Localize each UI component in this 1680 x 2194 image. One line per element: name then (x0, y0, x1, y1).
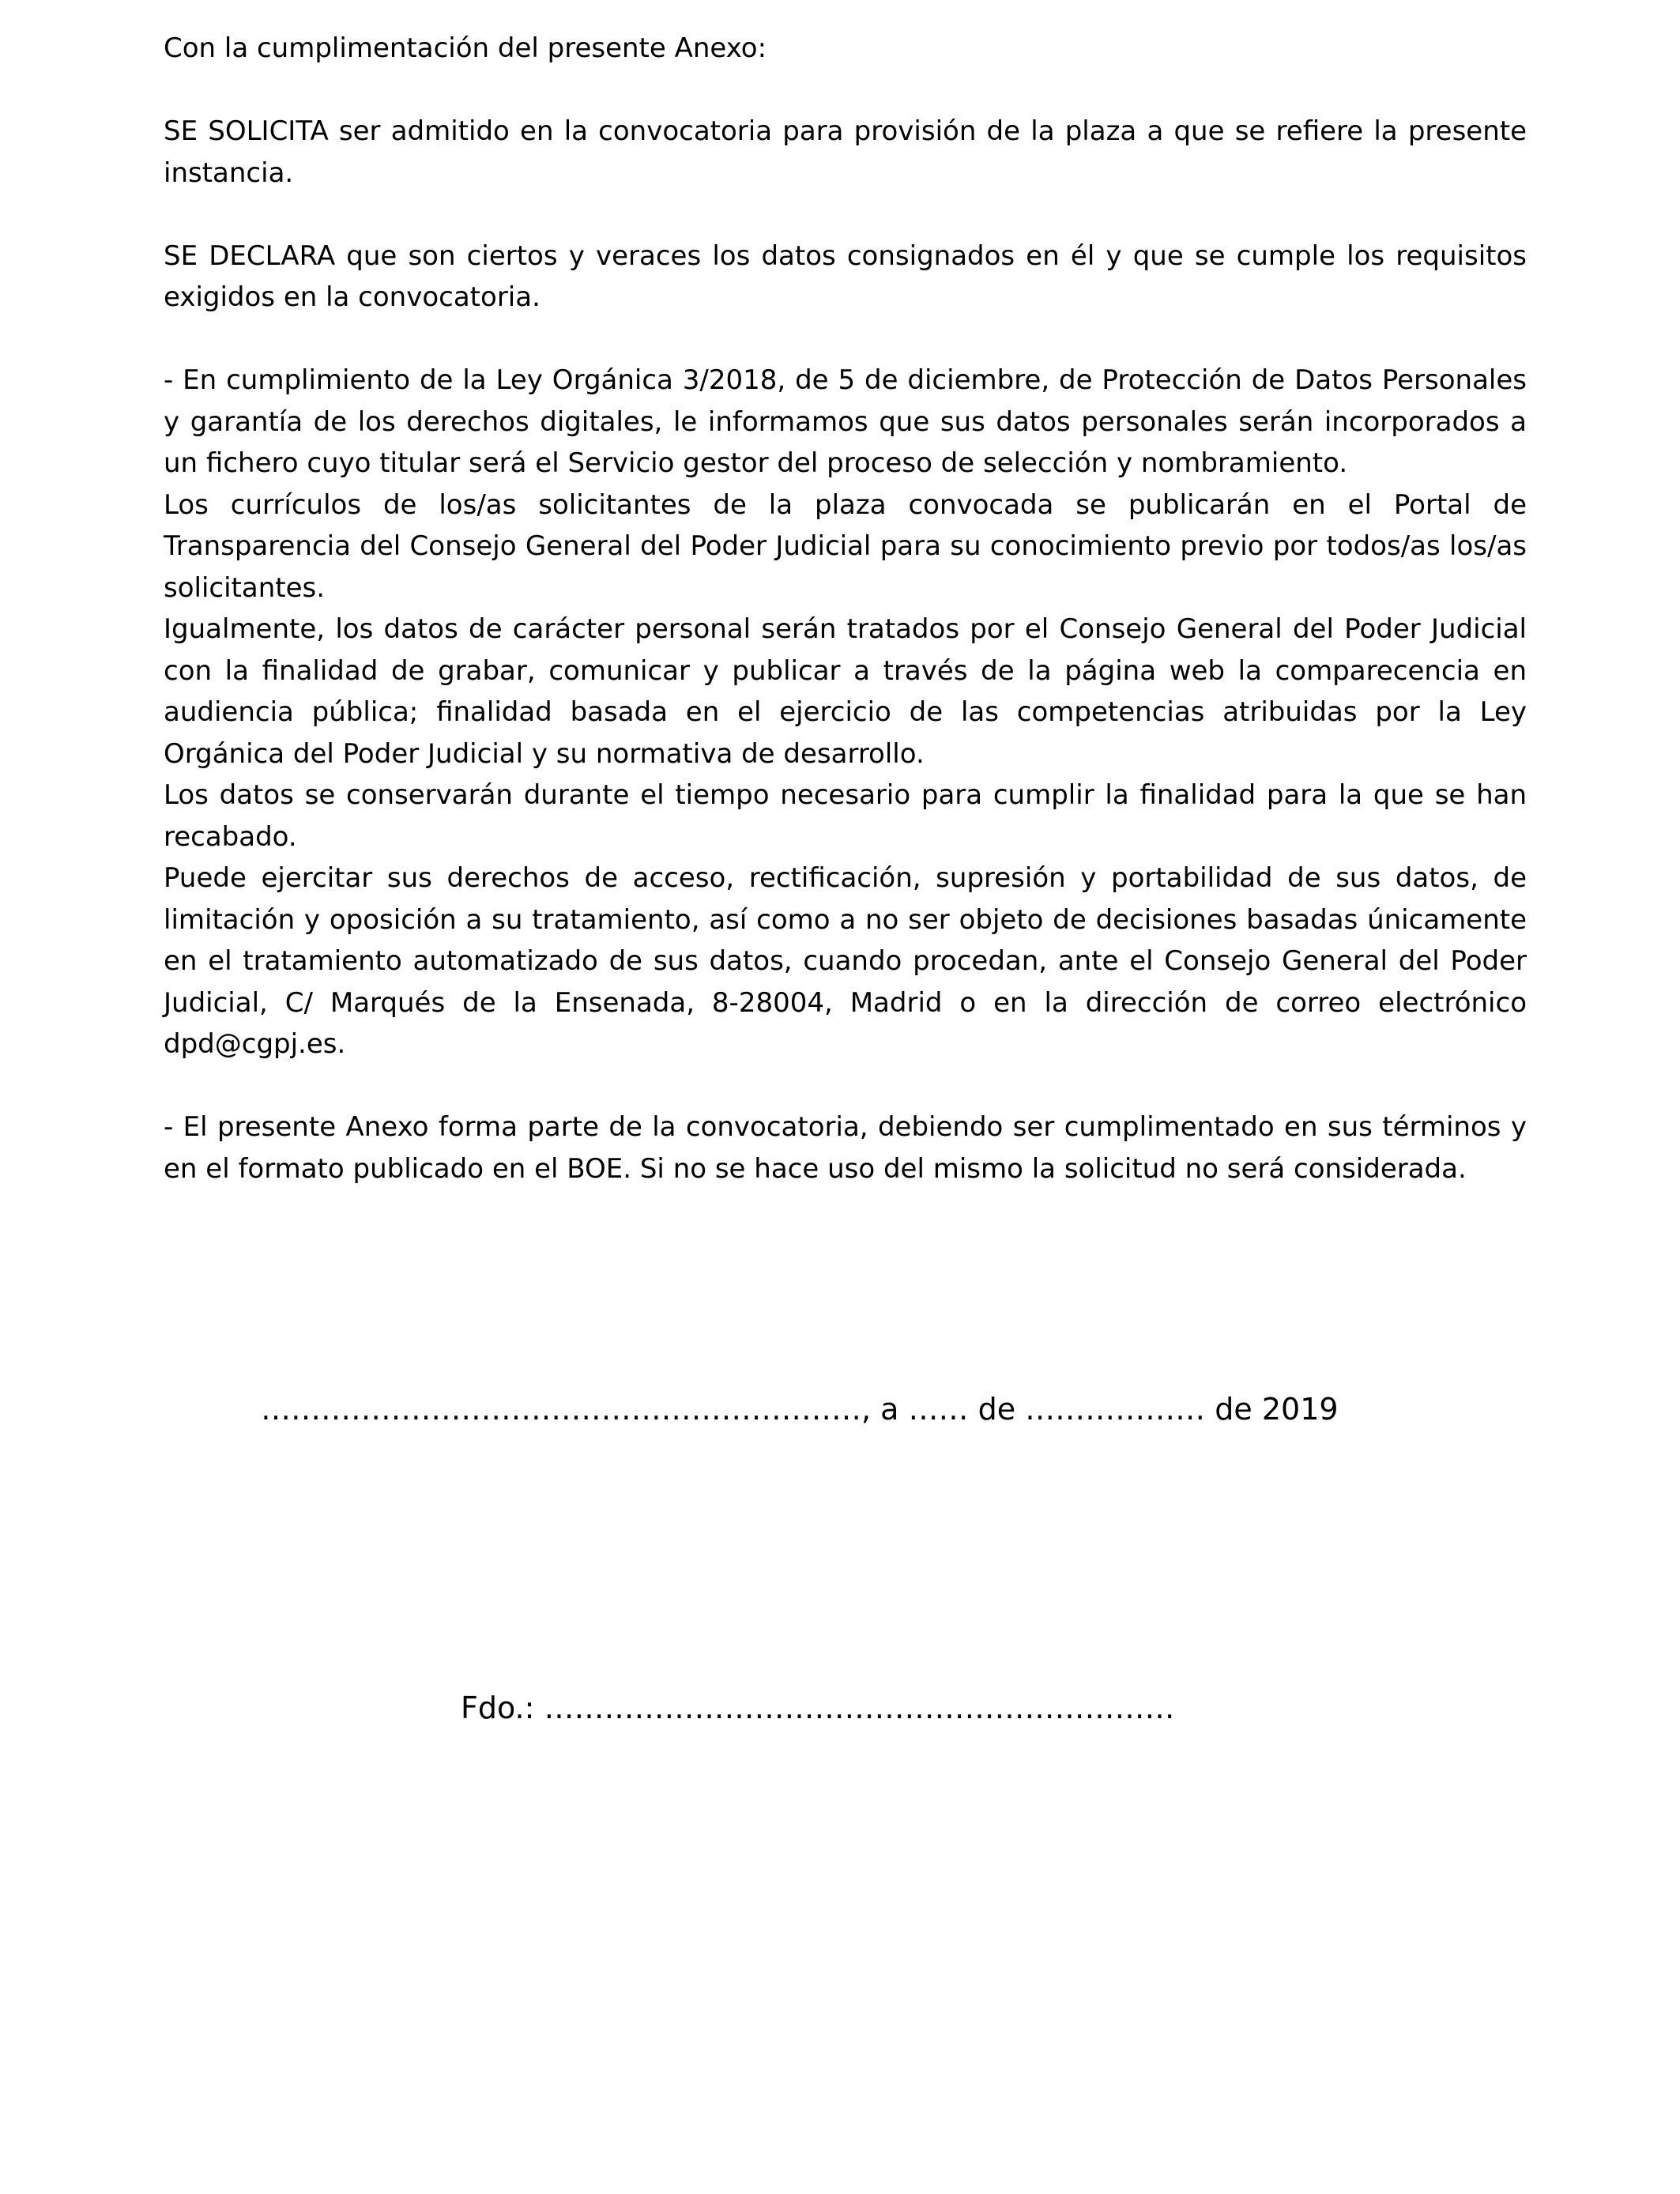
date-line: ……………………………………………………, a …… de ……………… de 2019 (261, 1392, 1339, 1427)
privacy-paragraph-retention: Los datos se conservarán durante el tiempo necesario para cumplir la finalidad para la que se han recabado. (164, 779, 1527, 853)
anexo-note-paragraph: - El presente Anexo forma parte de la convocatoria, debiendo ser cumplimentado en sus términos y en el formato publicado en el BOE. Si no se hace uso del mismo la solicitud no será considerada. (164, 1111, 1527, 1185)
intro-paragraph: Con la cumplimentación del presente Anexo: (164, 32, 767, 64)
privacy-paragraph-law: - En cumplimiento de la Ley Orgánica 3/2018, de 5 de diciembre, de Protección de Datos Personales y garantía de los derechos digitales, le informamos que sus datos personales serán incorporados a un fichero cuyo titular será el Servicio gestor del proceso de selección y nombramiento. (164, 364, 1527, 479)
declara-paragraph: SE DECLARA que son ciertos y veraces los datos consignados en él y que se cumple los requisitos exigidos en la convocatoria. (164, 239, 1527, 313)
document-body (164, 28, 1527, 1189)
privacy-paragraph-treatment: Igualmente, los datos de carácter personal serán tratados por el Consejo General del Poder Judicial con la finalidad de grabar, comunicar y publicar a través de la página web la comparecencia en audiencia pública; finalidad basada en el ejercicio de las competencias atribuidas por la Ley Orgánica del Poder Judicial y su normativa de desarrollo. (164, 613, 1527, 770)
signature-line: Fdo.: ……………………………………………………… (461, 1691, 1175, 1725)
privacy-paragraph-rights: Puede ejercitar sus derechos de acceso, rectificación, supresión y portabilidad de sus datos, de limitación y oposición a su tratamiento, así como a no ser objeto de decisiones basadas únicamente en el tratamiento automatizado de sus datos, cuando procedan, ante el Consejo General del Poder Judicial, C/ Marqués de la Ensenada, 8-28004, Madrid o en la dirección de correo electrónico dpd@cgpj.es. (164, 862, 1527, 1060)
solicita-paragraph: SE SOLICITA ser admitido en la convocatoria para provisión de la plaza a que se refiere la presente instancia. (164, 115, 1527, 189)
privacy-paragraph-curricula: Los currículos de los/as solicitantes de la plaza convocada se publicarán en el Portal de Transparencia del Consejo General del Poder Judicial para su conocimiento previo por todos/as los/as solicitantes. (164, 488, 1527, 604)
